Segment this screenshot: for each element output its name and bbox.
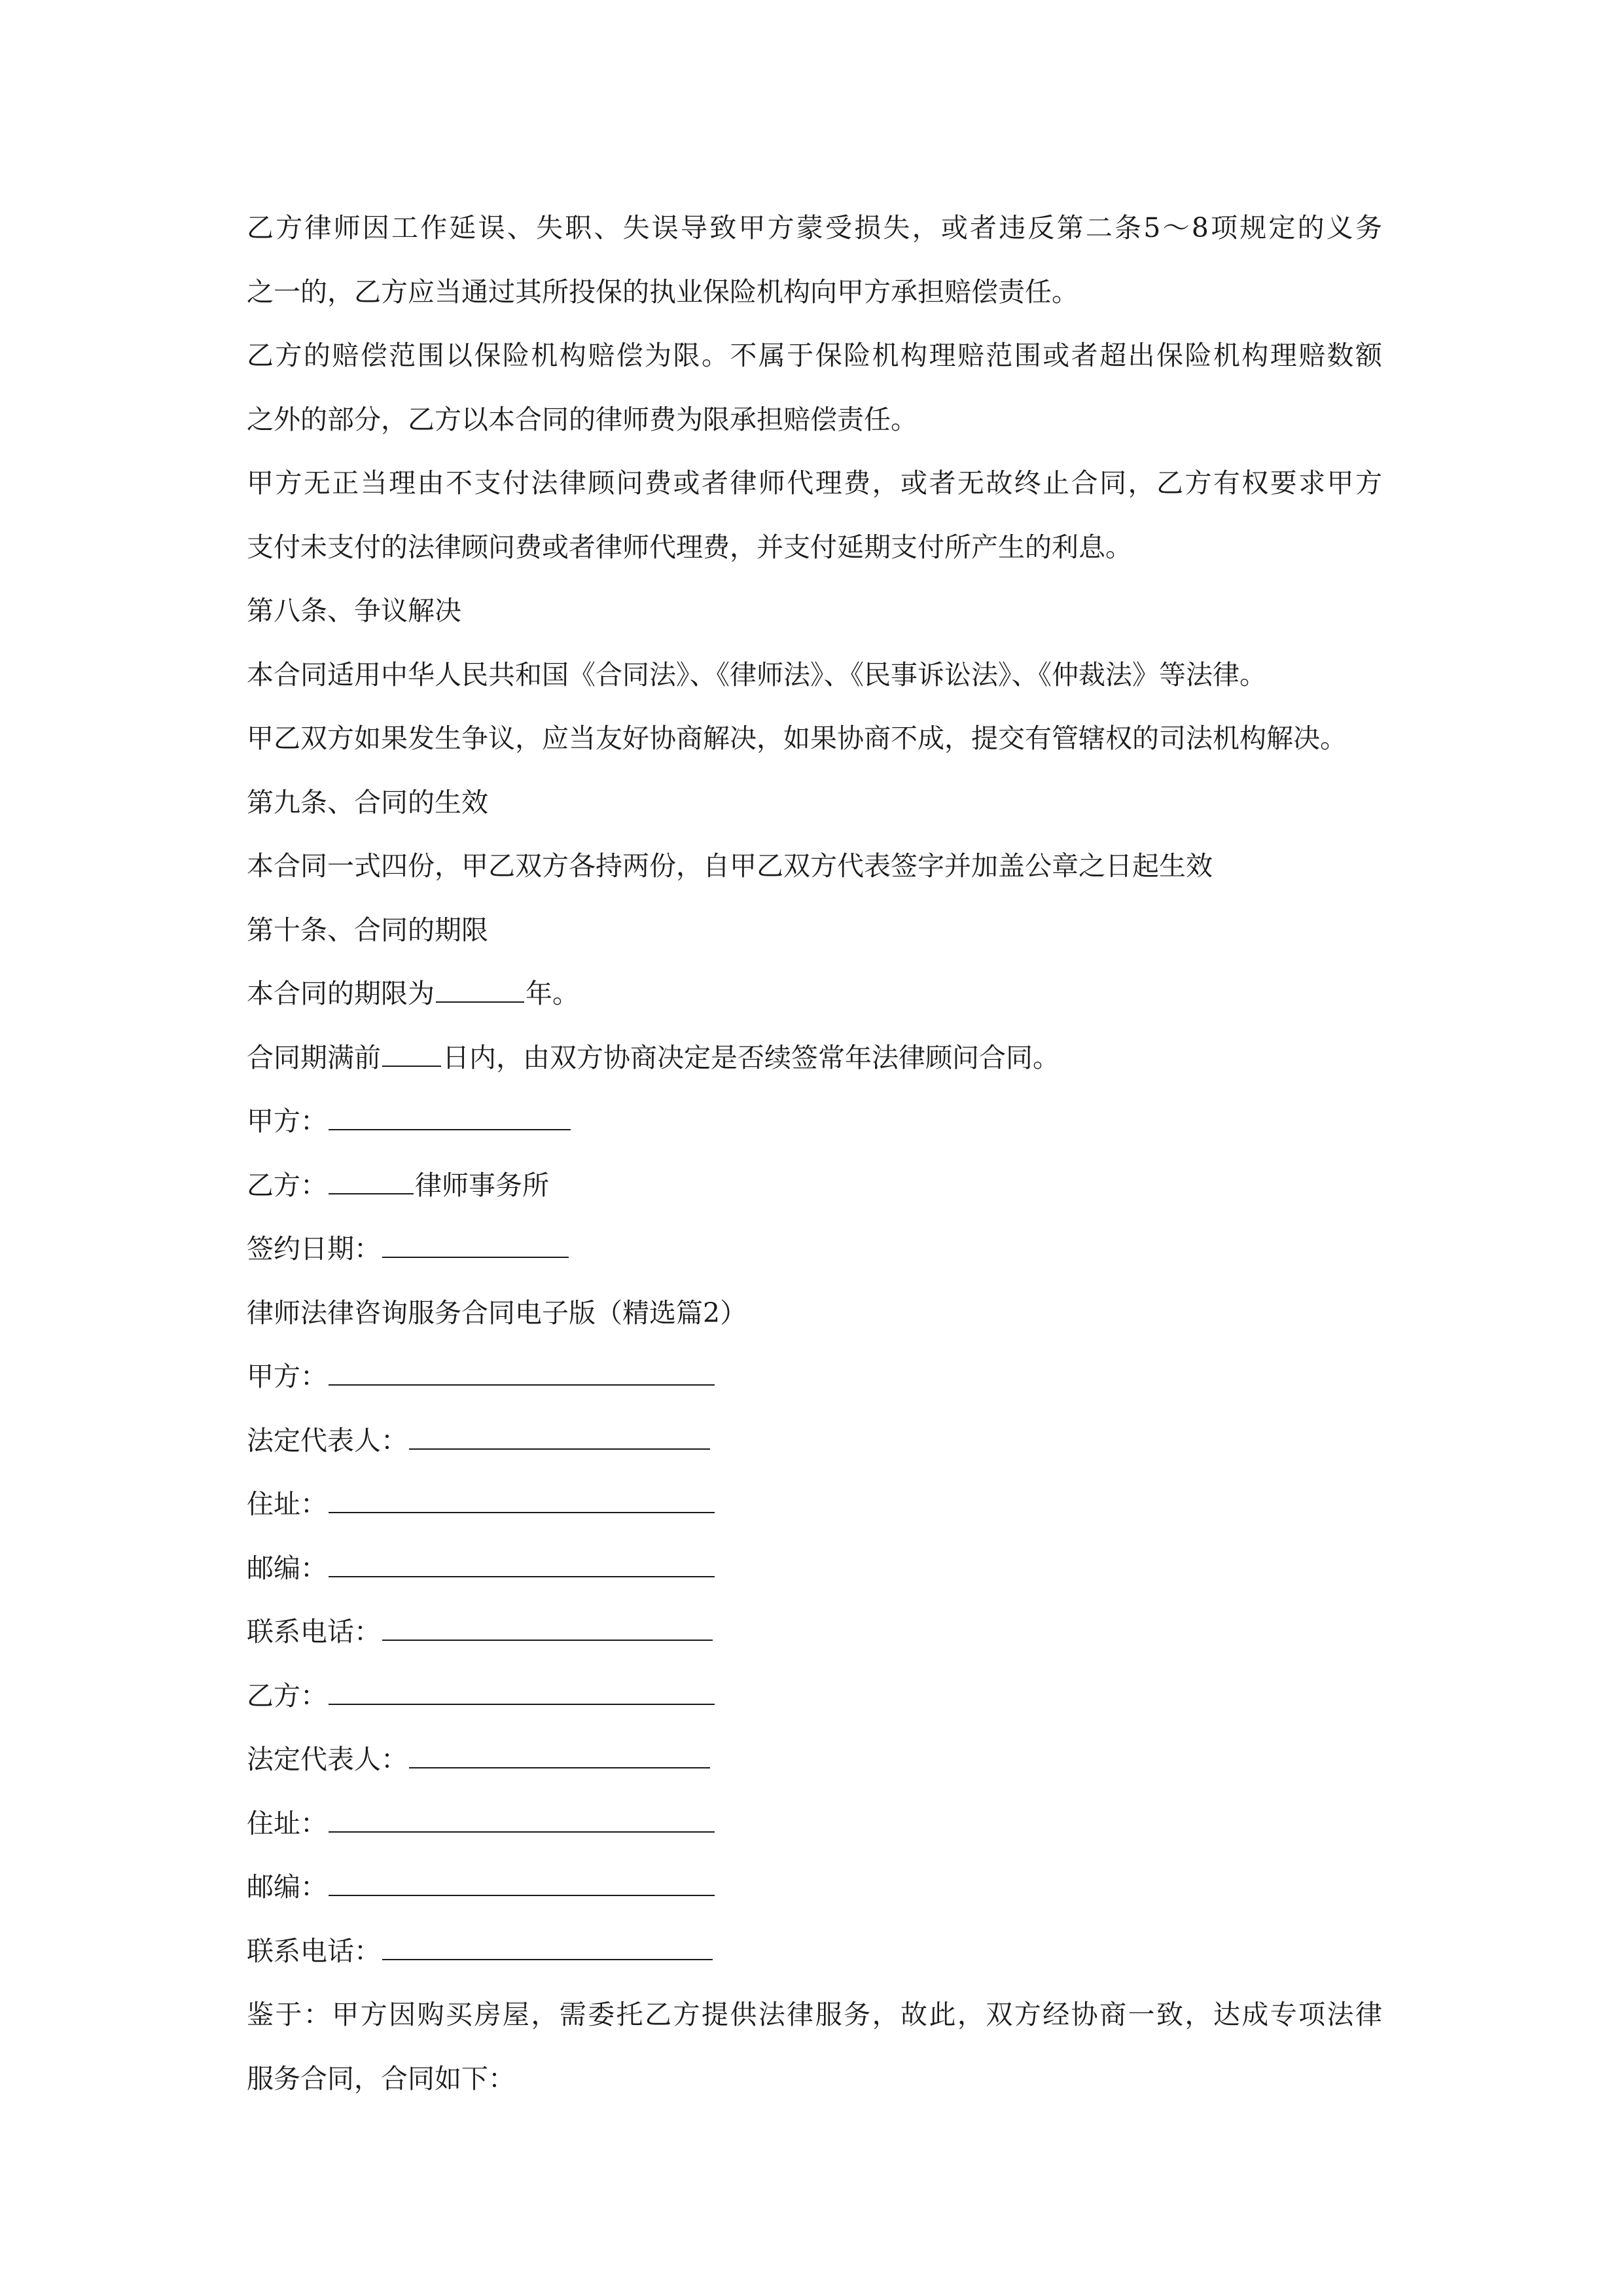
party-a-label: 甲方： [247,1105,327,1137]
closing-line: 服务合同，合同如下： [247,2062,515,2094]
party-b-suffix: 律师事务所 [415,1169,549,1201]
sign-party-a [247,1090,1382,1154]
field-label: 联系电话： [247,1935,381,1967]
paragraph-line: 支付未支付的法律顾问费或者律师代理费，并支付延期支付所产生的利息。 [247,531,1132,563]
renew-label: 合同期满前 [247,1041,381,1073]
paragraph-line: 甲乙双方如果发生争议，应当友好协商解决，如果协商不成，提交有管辖权的司法机构解决。 [247,723,1347,754]
renew-days-blank [382,1043,441,1067]
field-label: 邮编： [247,1552,327,1584]
term-unit: 年。 [526,978,579,1009]
field-party-b [247,1664,1382,1729]
section-heading: 第八条、争议解决 [247,595,461,626]
field-phone-a [247,1600,1382,1664]
section2-title: 律师法律咨询服务合同电子版（精选篇2） [247,1297,747,1329]
sign-party-b [247,1154,1382,1218]
field-label: 法定代表人： [247,1744,408,1775]
field-blank [329,1873,715,1896]
field-address-a [247,1473,1382,1537]
field-blank [329,1554,715,1577]
field-blank [329,1362,715,1386]
field-legal-rep-a [247,1409,1382,1473]
field-zip-b [247,1856,1382,1920]
field-address-b [247,1792,1382,1856]
section-heading: 第九条、合同的生效 [247,786,488,818]
field-label: 住址： [247,1807,327,1839]
paragraph-line: 甲方无正当理由不支付法律顾问费或者律师代理费，或者无故终止合同，乙方有权要求甲方 [247,467,1382,499]
closing-line: 鉴于：甲方因购买房屋，需委托乙方提供法律服务，故此，双方经协商一致，达成专项法律 [247,1999,1382,2030]
field-zip-a [247,1537,1382,1601]
sign-date-blank [382,1234,569,1258]
renew-text: 日内，由双方协商决定是否续签常年法律顾问合同。 [442,1041,1060,1073]
field-label: 邮编： [247,1871,327,1903]
field-label: 甲方： [247,1361,327,1392]
field-legal-rep-b [247,1728,1382,1792]
field-label: 联系电话： [247,1616,381,1647]
field-label: 乙方： [247,1679,327,1712]
paragraph-line: 乙方律师因工作延误、失职、失误导致甲方蒙受损失，或者违反第二条5～8项规定的义务 [247,212,1382,243]
field-blank [329,1490,715,1513]
paragraph-line: 之一的，乙方应当通过其所投保的执业保险机构向甲方承担赔偿责任。 [247,276,1079,308]
paragraph-line: 之外的部分，乙方以本合同的律师费为限承担赔偿责任。 [247,403,918,435]
field-phone-b [247,1920,1382,1984]
field-party-a [247,1345,1382,1409]
paragraph-line: 乙方的赔偿范围以保险机构赔偿为限。不属于保险机构理赔范围或者超出保险机构理赔数额 [247,340,1382,371]
party-a-blank [329,1107,571,1130]
sign-date [247,1217,1382,1282]
field-label: 住址： [247,1488,327,1520]
paragraph-line: 本合同适用中华人民共和国《合同法》、《律师法》、《民事诉讼法》、《仲裁法》等法律。 [247,658,1266,691]
field-blank [382,1617,713,1641]
sign-date-label: 签约日期： [247,1233,381,1265]
term-label: 本合同的期限为 [247,978,435,1009]
term-years-blank [436,979,524,1003]
field-blank [409,1426,710,1450]
party-b-label: 乙方： [247,1169,327,1201]
field-blank [329,1681,715,1705]
document-page [247,196,1382,2111]
party-b-blank [329,1171,414,1194]
renew-line [247,1026,1382,1090]
field-blank [329,1809,715,1833]
field-label: 法定代表人： [247,1424,408,1456]
section-heading: 第十条、合同的期限 [247,914,488,946]
field-blank [382,1937,713,1960]
term-line [247,962,1382,1026]
paragraph-line: 本合同一式四份，甲乙双方各持两份，自甲乙双方代表签字并加盖公章之日起生效 [247,850,1213,882]
field-blank [409,1745,710,1768]
